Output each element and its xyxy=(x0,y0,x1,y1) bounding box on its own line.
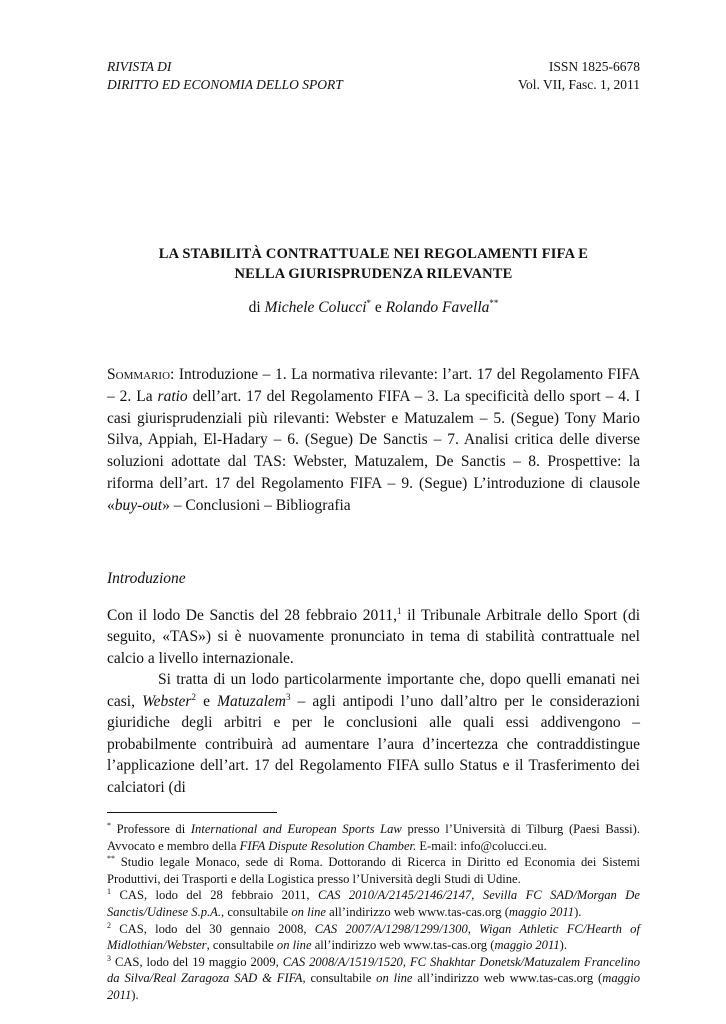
footnote-author-1 xyxy=(107,821,640,854)
fn-mark: 1 xyxy=(107,887,111,897)
fn-text: all’indirizzo web www.tas-cas.org ( xyxy=(412,971,603,986)
paragraph-1 xyxy=(107,605,640,670)
sommario-italic-a: ratio xyxy=(157,387,188,405)
fn-italic: on line xyxy=(291,905,326,920)
footnote-2 xyxy=(107,921,640,954)
fn-italic: CAS 2008/A/1519/1520, FC Shakhtar Donetsk/Matuzalem Francelino da Silva/Real Zaragoza SAD & FIFA xyxy=(107,954,640,986)
author-connector: e xyxy=(371,299,386,316)
footnote-ref-3: 3 xyxy=(285,691,291,702)
footnote-3 xyxy=(107,954,640,1004)
title-line-1: LA STABILITÀ CONTRATTUALE NEI REGOLAMENTI FIFA E xyxy=(158,246,589,262)
author-line xyxy=(107,298,640,318)
fn-text: , consultabile xyxy=(221,905,292,920)
title-line-2: NELLA GIURISPRUDENZA RILEVANTE xyxy=(234,266,513,282)
sommario-text-a: : Introduzione – 1. La normativa rilevante: l’art. 17 del Regolamento FIFA – 2. La xyxy=(107,366,640,405)
running-header xyxy=(107,58,640,94)
fn-italic: maggio 2011 xyxy=(107,971,640,1003)
author-2: Rolando Favella xyxy=(385,299,490,316)
fn-text: ). xyxy=(574,905,582,920)
volume-info: Vol. VII, Fasc. 1, 2011 xyxy=(517,77,640,92)
fn-mark: * xyxy=(107,820,111,830)
sommario-text-b: dell’art. 17 del Regolamento FIFA – 3. La specificità dello sport – 4. I casi giurisprudenziali più rilevanti: Webster e Matuzalem – 5. (Segue) Tony Mario Silva, Appiah, El-Hadary – 6. (Segue) De Sanctis – 7. Analisi critica delle diverse soluzioni adottate dal TAS: Webster, Matuzalem, De Sanctis – 8. Prospettive: la riforma dell’art. 17 del Regolamento FIFA – 9. (Segue) L’introduzione di clausole « xyxy=(107,387,640,514)
fn-mark: ** xyxy=(107,854,115,864)
fn-mark: 2 xyxy=(107,920,111,930)
issue-info xyxy=(518,58,640,94)
fn-text: ). xyxy=(559,938,567,953)
paragraph-2 xyxy=(107,669,640,798)
paper-page xyxy=(107,58,640,1004)
fn-italic: on line xyxy=(276,938,312,953)
sommario-text-c: » – Conclusioni – Bibliografia xyxy=(162,496,351,514)
fn-text: CAS, lodo del 19 maggio 2009, xyxy=(111,954,283,969)
fn-text: E-mail: info@colucci.eu. xyxy=(416,838,547,853)
fn-text: presso l’Università di Tilburg (Paesi Bassi). Avvocato e membro della xyxy=(107,822,640,853)
p2-case-matuzalem: Matuzalem xyxy=(217,692,286,710)
p1-text-b: il Tribunale Arbitrale dello Sport (di seguito, «TAS») si è nuovamente pronunciato in tema di stabilità contrattuale nel calcio a livello internazionale. xyxy=(107,606,640,667)
p2-text-a: Si tratta di un lodo particolarmente importante che, dopo quelli emanati nei casi, xyxy=(107,671,640,710)
journal-line-1: RIVISTA DI xyxy=(107,59,172,74)
fn-italic: maggio 2011 xyxy=(508,905,575,920)
footnote-ref-2: 2 xyxy=(191,691,196,702)
journal-line-2: DIRITTO ED ECONOMIA DELLO SPORT xyxy=(107,77,343,92)
fn-text: Professore di xyxy=(111,822,191,837)
fn-italic: CAS 2010/A/2145/2146/2147, Sevilla FC SAD/Morgan De Sanctis/Udinese S.p.A. xyxy=(107,888,640,920)
fn-italic: maggio 2011 xyxy=(494,938,560,953)
paper-title xyxy=(107,244,640,284)
fn-text: all’indirizzo web www.tas-cas.org ( xyxy=(325,905,509,920)
footnote-separator xyxy=(107,812,277,813)
fn-text: CAS, lodo del 28 febbraio 2011, xyxy=(111,888,319,903)
fn-italic: International and European Sports Law xyxy=(190,822,402,837)
fn-text: , consultabile xyxy=(206,938,277,953)
footnote-author-2 xyxy=(107,854,640,887)
fn-italic: FIFA Dispute Resolution Chamber. xyxy=(239,838,417,853)
body-text xyxy=(107,605,640,799)
fn-text: ). xyxy=(131,988,139,1003)
fn-text: , consultabile xyxy=(302,971,377,986)
p2-case-webster: Webster xyxy=(142,692,192,710)
fn-text: all’indirizzo web www.tas-cas.org ( xyxy=(311,938,495,953)
footnotes xyxy=(107,821,640,1004)
sommario-italic-b: buy-out xyxy=(114,496,163,514)
sommario-label: Sommario xyxy=(107,366,171,383)
fn-italic: CAS 2007/A/1298/1299/1300, Wigan Athletic FC/Hearth of Midlothian/Webster xyxy=(107,921,640,953)
p1-text-a: Con il lodo De Sanctis del 28 febbraio 2011, xyxy=(107,606,397,624)
fn-text: Studio legale Monaco, sede di Roma. Dottorando di Ricerca in Diritto ed Economia dei Sistemi Produttivi, dei Trasporti e della Logistica presso l’Università degli Studi di Udine. xyxy=(107,855,640,886)
fn-text: CAS, lodo del 30 gennaio 2008, xyxy=(111,921,315,936)
author-prefix: di xyxy=(248,299,265,316)
p2-text-c: – agli antipodi l’uno dall’altro per le considerazioni giuridiche degli arbitri e per le conclusioni alle quali essi addivengono – probabilmente contribuirà ad aumentare l’aura d’incertezza che contraddistingue l’applicazione dell’art. 17 del Regolamento FIFA sullo Status e il Trasferimento dei calciatori (di xyxy=(107,692,640,796)
fn-italic: on line xyxy=(376,971,413,986)
issn: ISSN 1825-6678 xyxy=(548,59,640,74)
footnote-ref-1: 1 xyxy=(397,605,402,616)
footnote-1 xyxy=(107,887,640,920)
journal-name xyxy=(107,58,343,94)
section-heading: Introduzione xyxy=(107,569,186,587)
fn-mark: 3 xyxy=(107,953,111,963)
author-2-mark: ** xyxy=(489,297,499,308)
author-1: Michele Colucci xyxy=(264,299,367,316)
author-1-mark: * xyxy=(366,297,372,308)
table-of-contents xyxy=(107,364,640,517)
p2-text-b: e xyxy=(195,692,218,710)
